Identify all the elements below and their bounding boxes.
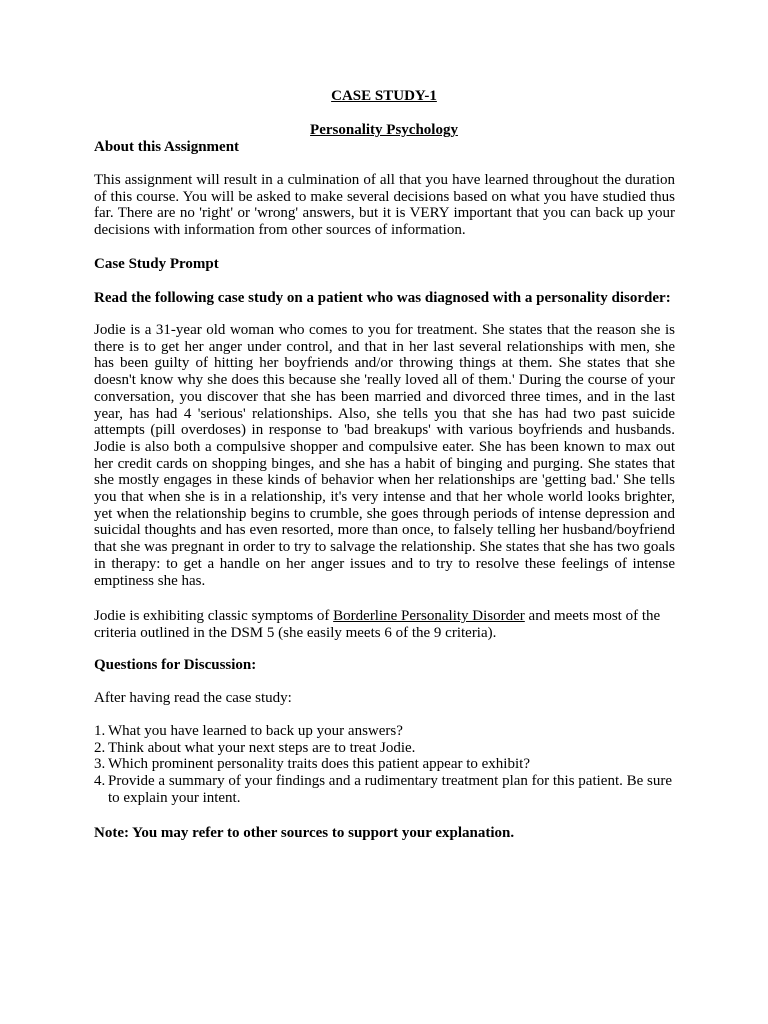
question-text: Provide a summary of your findings and a rudimentary treatment plan for this patient. Be sure to explain your intent.: [108, 773, 673, 806]
prompt-instruction: Read the following case study on a patient who was diagnosed with a personality disorder:: [94, 290, 671, 306]
case-paragraph: Jodie is a 31-year old woman who comes to you for treatment. She states that the reason she is there is to get her anger under control, and that in her last several relationships with men, she has been guilty of hitting her boyfriends and/or throwing things at them. She states that she doesn't know why she does this because she 'really loved all of them.' During the course of your conversation, you discover that she has been married and divorced three times, and in the last year, has had 4 'serious' relationships. Also, she tells you that she has had two past suicide attempts (pill overdoses) in response to 'bad breakups' with various boyfriends and husbands. Jodie is also both a compulsive shopper and compulsive eater. She has been known to max out her credit cards on shopping binges, and she has a habit of binging and purging. She states that she mostly engages in these kinds of behavior when her relationships are 'getting bad.' She tells you that when she is in a relationship, it's very intense and that her whole world looks brighter, yet when the relationship begins to crumble, she goes through periods of intense depression and suicidal thoughts and has even resorted, more than once, to falsely telling her husband/boyfriend that she was pregnant in order to try to salvage the relationship. She states that she has two goals in therapy: to get a handle on her anger issues and to try to resolve these feelings of intense emptiness she has.: [94, 322, 675, 589]
question-text: Which prominent personality traits does this patient appear to exhibit?: [108, 756, 530, 773]
questions-intro: After having read the case study:: [94, 690, 292, 706]
list-item: [94, 723, 675, 740]
page-title: CASE STUDY-1: [331, 88, 437, 104]
questions-list: [94, 723, 675, 807]
list-item: [94, 756, 675, 773]
diagnosis-suffix: and meets most of the criteria outlined in the DSM 5 (she easily meets 6 of the 9 criteria).: [94, 608, 661, 641]
diagnosis-paragraph: [94, 608, 675, 641]
list-item: [94, 773, 675, 806]
about-heading: About this Assignment: [94, 139, 240, 155]
about-paragraph: This assignment will result in a culmination of all that you have learned throughout the duration of this course. You will be asked to make several decisions based on what you have studied thus far. There are no 'right' or 'wrong' answers, but it is VERY important that you can back up your decisions with information from other sources of information.: [94, 172, 675, 239]
diagnosis-link[interactable]: Borderline Personality Disorder: [333, 608, 525, 624]
question-number: 4.: [94, 773, 106, 790]
question-text: What you have learned to back up your answers?: [108, 723, 403, 739]
question-number: 3.: [94, 756, 106, 773]
prompt-heading: Case Study Prompt: [94, 256, 219, 272]
question-number: 1.: [94, 723, 106, 739]
diagnosis-prefix: Jodie is exhibiting classic symptoms of: [94, 608, 334, 624]
question-number: 2.: [94, 739, 106, 756]
list-item: [94, 740, 675, 757]
note-text: Note: You may refer to other sources to support your explanation.: [94, 825, 515, 841]
question-text: Think about what your next steps are to treat Jodie.: [108, 739, 416, 756]
questions-heading: Questions for Discussion:: [94, 657, 257, 673]
page-subtitle: Personality Psychology: [310, 122, 458, 138]
